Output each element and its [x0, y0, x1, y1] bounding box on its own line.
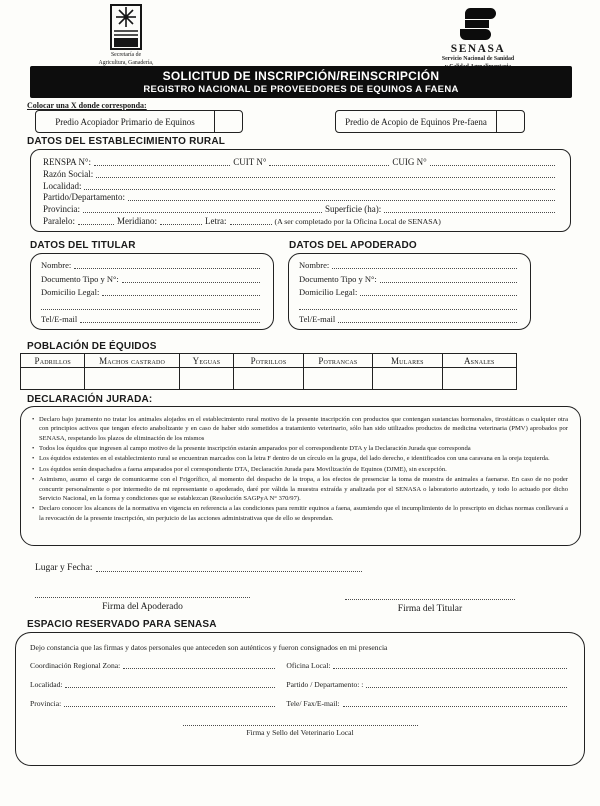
- apoderado-tel-field[interactable]: [338, 314, 517, 323]
- table-cell[interactable]: [303, 368, 372, 390]
- declaracion-bullet: • Declaro bajo juramento no tratar los animales alojados en el establecimiento rural motivo de la presente inscripción con productos que contengan sustancias hormonales, tirostáticas o cualquier otra con principios activos que tengan efecto anabolizante y en caso de haber sido sometidos a tratamiento veterinario, sólo han sido utilizados productos de medicina veterinaria (PMV) aprobados por SENASA, respetando los plazos de eliminación de los mismos: [31, 415, 568, 443]
- section-heading-establecimiento: DATOS DEL ESTABLECIMIENTO RURAL: [27, 136, 226, 147]
- apoderado-documento-field[interactable]: [380, 274, 517, 283]
- apoderado-tel-label: Tel/E-mail: [299, 314, 336, 324]
- apoderado-nombre-label: Nombre:: [299, 260, 330, 270]
- apoderado-domicilio-field[interactable]: [360, 287, 517, 296]
- option-checkbox-cell[interactable]: [214, 111, 242, 132]
- lugar-fecha-field[interactable]: [96, 563, 362, 572]
- section-heading-declaracion: DECLARACIÓN JURADA:: [27, 394, 153, 405]
- apoderado-domicilio-label: Domicilio Legal:: [299, 287, 358, 297]
- establecimiento-box: [30, 149, 571, 232]
- constancia-statement: Dejo constancia que las firmas y datos personales que anteceden son auténticos y fueron consignados en mi presencia: [30, 643, 388, 652]
- table-cell[interactable]: [442, 368, 516, 390]
- res-localidad-field[interactable]: [65, 680, 275, 688]
- section-heading-espacio-senasa: ESPACIO RESERVADO PARA SENASA: [27, 619, 217, 630]
- apoderado-domicilio-field-cont[interactable]: [299, 301, 517, 310]
- cuig-label: CUIG N°: [392, 157, 427, 167]
- provincia-field[interactable]: [83, 204, 322, 213]
- res-provincia-field[interactable]: [64, 699, 275, 707]
- declaracion-bullet: • Los équidos existentes en el establecimiento rural se encuentran marcados con la letra F dentro de un círculo en la grupa, del lado derecho, e identificados con una caravana en la oreja izquierda.: [31, 454, 568, 463]
- table-cell[interactable]: [85, 368, 179, 390]
- column-header-machos-castrado: Machos castrado: [85, 354, 179, 368]
- apoderado-box: [288, 253, 531, 330]
- firma-apoderado-label: Firma del Apoderado: [102, 602, 183, 612]
- renspa-label: RENSPA N°:: [43, 157, 92, 167]
- senasa-logo-name: SENASA: [450, 43, 506, 55]
- agriculture-ministry-logo: [70, 4, 182, 75]
- superficie-label: Superficie (ha):: [325, 204, 382, 215]
- section-heading-poblacion: POBLACIÓN DE ÉQUIDOS: [27, 341, 157, 352]
- res-tel-field[interactable]: [343, 699, 567, 707]
- poblacion-header-row: [21, 354, 517, 368]
- section-heading-titular: DATOS DEL TITULAR: [30, 240, 136, 251]
- titular-documento-label: Documento Tipo y N°:: [41, 273, 119, 284]
- res-provincia-label: Provincia:: [30, 699, 62, 708]
- table-cell[interactable]: [234, 368, 303, 390]
- option-label: Predio de Acopio de Equinos Pre-faena: [345, 116, 487, 127]
- instruction-text: Colocar una X donde corresponda:: [27, 101, 147, 110]
- titular-nombre-label: Nombre:: [41, 260, 72, 270]
- titular-domicilio-label: Domicilio Legal:: [41, 287, 100, 297]
- declaracion-bullet: • Declaro conocer los alcances de la normativa en vigencia en referencia a las condiciones para remitir equinos a faena, asumiendo que el incumplimiento de lo prescripto en dichas normas conllevará a la revocación de la presente inscripción, sin perjuicio de las acciones administrativas que de ello se desprendan.: [31, 504, 568, 523]
- localidad-field[interactable]: [84, 181, 555, 190]
- titular-domicilio-field-cont[interactable]: [41, 301, 260, 310]
- res-partido-field[interactable]: [366, 680, 567, 688]
- renspa-field[interactable]: [94, 157, 230, 166]
- declaracion-bullet: • Los équidos serán despachados a faena amparados por el correspondiente DTA, Declaración Jurada para Movilización de Equinos (DJME), sin excepción.: [31, 465, 568, 474]
- senasa-caption-line: Servicio Nacional de Sanidad: [441, 56, 515, 62]
- agriculture-emblem-icon: [110, 4, 142, 50]
- firma-titular-line[interactable]: [345, 599, 515, 600]
- cuit-field[interactable]: [269, 157, 389, 166]
- titular-tel-label: Tel/E-mail: [41, 314, 78, 324]
- provincia-label: Provincia:: [43, 204, 80, 215]
- poblacion-table: [20, 353, 517, 390]
- form-title: SOLICITUD DE INSCRIPCIÓN/REINSCRIPCIÓN: [162, 69, 440, 83]
- ministry-caption-line: Agricultura, Ganadería,: [98, 59, 154, 66]
- oficina-local-field[interactable]: [333, 661, 567, 669]
- coordinacion-label: Coordinación Regional Zona:: [30, 661, 121, 670]
- column-header-padrillos: Padrillos: [21, 354, 85, 368]
- titular-domicilio-field[interactable]: [102, 287, 260, 296]
- meridiano-field[interactable]: [160, 216, 202, 225]
- column-header-mulares: Mulares: [373, 354, 442, 368]
- poblacion-value-row: [21, 368, 517, 390]
- cuig-field[interactable]: [430, 157, 555, 166]
- firma-apoderado-line[interactable]: [35, 597, 250, 598]
- declaracion-box: [20, 406, 581, 546]
- letra-label: Letra:: [205, 215, 227, 226]
- firma-veterinario-label: Firma y Sello del Veterinario Local: [246, 728, 354, 737]
- partido-label: Partido/Departamento:: [43, 192, 125, 203]
- option-label: Predio Acopiador Primario de Equinos: [55, 116, 195, 127]
- firma-titular-label: Firma del Titular: [397, 604, 463, 614]
- form-title-bar: [30, 66, 572, 98]
- column-header-potrillos: Potrillos: [234, 354, 303, 368]
- column-header-potrancas: Potrancas: [303, 354, 372, 368]
- column-header-yeguas: Yeguas: [179, 354, 234, 368]
- res-localidad-label: Localidad:: [30, 680, 63, 689]
- res-tel-label: Tele/ Fax/E-mail:: [286, 699, 340, 708]
- titular-box: [30, 253, 274, 330]
- senasa-s-icon: [460, 8, 496, 40]
- paralelo-label: Paralelo:: [43, 215, 75, 226]
- ministry-caption-line: Secretaría de: [110, 52, 142, 58]
- firma-veterinario-line[interactable]: [183, 718, 418, 726]
- table-cell[interactable]: [179, 368, 234, 390]
- res-partido-label: Partido / Departamento: :: [286, 680, 364, 689]
- titular-nombre-field[interactable]: [74, 260, 260, 269]
- lugar-fecha-row: [35, 563, 365, 573]
- paralelo-field[interactable]: [78, 216, 114, 225]
- titular-tel-field[interactable]: [80, 314, 260, 323]
- cuit-label: CUIT N°: [233, 157, 267, 167]
- declaracion-bullet: • Todos los équidos que ingresen al campo motivo de la presente inscripción estarán amparados por el correspondiente DTA y la Declaración Jurada que corresponda: [31, 444, 568, 453]
- apoderado-documento-label: Documento Tipo y N°:: [299, 273, 377, 284]
- form-subtitle: REGISTRO NACIONAL DE PROVEEDORES DE EQUINOS A FAENA: [143, 84, 459, 95]
- oficina-local-label: Oficina Local:: [286, 661, 331, 670]
- table-cell[interactable]: [373, 368, 442, 390]
- superficie-field[interactable]: [384, 204, 555, 213]
- localidad-label: Localidad:: [43, 180, 82, 191]
- partido-field[interactable]: [128, 192, 555, 201]
- razon-social-field[interactable]: [96, 169, 555, 178]
- column-header-asnales: Asnales: [442, 354, 516, 368]
- senasa-logo: [408, 8, 548, 71]
- meridiano-label: Meridiano:: [117, 215, 157, 226]
- letra-field[interactable]: [230, 216, 272, 225]
- option-predio-acopio-prefaena: [335, 110, 525, 133]
- espacio-senasa-box: [15, 632, 585, 766]
- declaracion-bullet: • Asimismo, asumo el cargo de comunicarme con el Frigorífico, al momento del despacho de la tropa, a los efectos de presenciar la toma de muestra de animales a faenarse. En caso de no poder concurrir personalmente o por intermedio de mi representante o apoderado, daré por válida la muestra extraída y analizada por el SENASA o laboratorio autorizado, y todo lo actuado por dicho Servicio Nacional, en la forma y condiciones que se establezcan (Resolución SAGPyA N° 370/97).: [31, 475, 568, 503]
- option-checkbox-cell[interactable]: [496, 111, 524, 132]
- lugar-fecha-label: Lugar y Fecha:: [35, 563, 93, 573]
- apoderado-nombre-field[interactable]: [332, 260, 517, 269]
- titular-documento-field[interactable]: [122, 274, 260, 283]
- section-heading-apoderado: DATOS DEL APODERADO: [289, 240, 417, 251]
- razon-social-label: Razón Social:: [43, 168, 94, 179]
- table-cell[interactable]: [21, 368, 85, 390]
- oficina-local-note: (A ser completado por la Oficina Local de SENASA): [274, 216, 441, 226]
- coordinacion-field[interactable]: [123, 661, 275, 669]
- option-predio-acopiador-primario: [35, 110, 243, 133]
